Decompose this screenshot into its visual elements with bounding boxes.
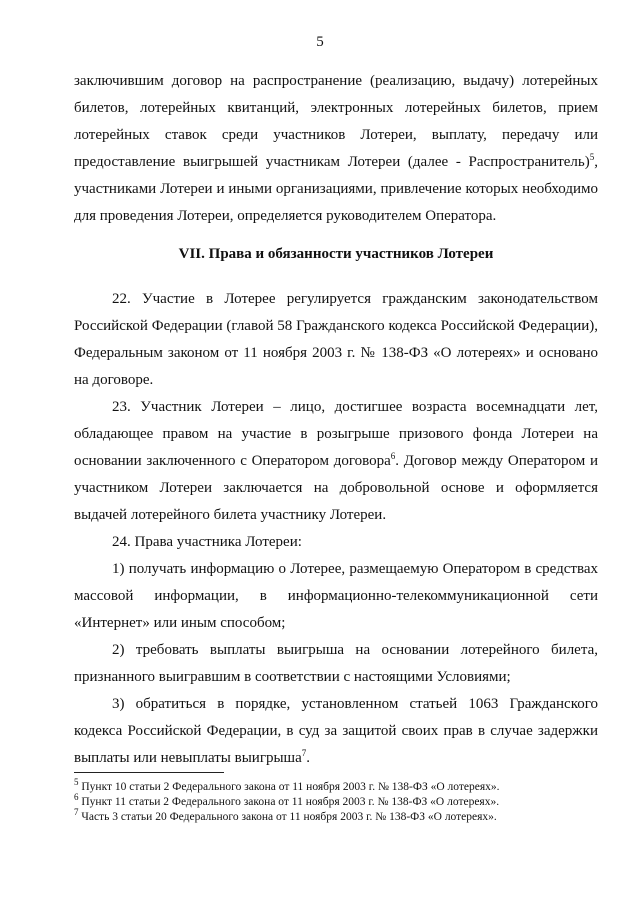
footnote-text: Часть 3 статьи 20 Федерального закона от 11 ноября 2003 г. № 138-ФЗ «О лотереях». xyxy=(78,811,497,823)
footnote-7 xyxy=(74,807,598,825)
paragraph-24: 24. Права участника Лотереи: xyxy=(112,534,302,550)
footnote-number: 6 xyxy=(74,792,79,803)
paragraph-23-text-b: . Договор между Оператором и участником Лотереи заключается на добровольной основе и оформляется выдачей лотерейного билета участнику Лотереи. xyxy=(74,453,598,523)
footnote-number: 7 xyxy=(74,807,79,818)
footnote-6 xyxy=(74,792,598,810)
footnote-number: 5 xyxy=(74,777,79,788)
footnote-text: Пункт 11 статьи 2 Федерального закона от 11 ноября 2003 г. № 138-ФЗ «О лотереях». xyxy=(78,796,500,808)
footnote-text: Пункт 10 статьи 2 Федерального закона от 11 ноября 2003 г. № 138-ФЗ «О лотереях». xyxy=(78,781,500,793)
paragraph-22: 22. Участие в Лотерее регулируется гражданским законодательством Российской Федерации (главой 58 Гражданского кодекса Российской Федерации), Федеральным законом от 11 ноября 2003 г. № 138-ФЗ «О лотереях» и основано на договоре. xyxy=(74,291,598,388)
footnote-ref-7[interactable]: 7 xyxy=(301,748,307,758)
section-heading: VII. Права и обязанности участников Лотереи xyxy=(178,246,494,262)
continuation-text: заключившим договор на распространение (реализацию, выдачу) лотерейных билетов, лотерейных квитанций, электронных лотерейных билетов, прием лотерейных ставок среди участников Лотереи, выплату, передачу или предоставление выигрышей участникам Лотереи (далее - Распространитель) xyxy=(74,73,598,170)
footnote-5 xyxy=(74,777,598,795)
page-number: 5 xyxy=(316,34,324,50)
list-item-1: 1) получать информацию о Лотерее, размещаемую Оператором в средствах массовой информации, в информационно-телекоммуникационной сети «Интернет» или иным способом; xyxy=(74,561,598,631)
list-item-2: 2) требовать выплаты выигрыша на основании лотерейного билета, признанного выигравшим в соответствии с настоящими Условиями; xyxy=(74,642,598,685)
list-item-3-text: 3) обратиться в порядке, установленном статьей 1063 Гражданского кодекса Российской Федерации, в суд за защитой своих прав в случае задержки выплаты или невыплаты выигрыша xyxy=(74,696,598,766)
continuation-block xyxy=(74,68,598,230)
paragraph-23 xyxy=(74,394,598,529)
paragraph-23-text-a: 23. Участник Лотереи – лицо, достигшее возраста восемнадцати лет, обладающее правом на участие в розыгрыше призового фонда Лотереи на основании заключенного с Оператором договора xyxy=(74,399,598,469)
continuation-tail: , участниками Лотереи и иными организациями, привлечение которых необходимо для проведения Лотереи, определяется руководителем Оператора. xyxy=(74,154,598,224)
footnote-divider xyxy=(74,772,224,773)
footnote-ref-6[interactable]: 6 xyxy=(390,451,396,461)
continuation-paragraph xyxy=(74,68,598,230)
section-body xyxy=(74,286,598,772)
footnote-ref-5[interactable]: 5 xyxy=(589,152,595,162)
footnotes xyxy=(74,777,598,825)
list-item-3 xyxy=(74,691,598,772)
list-item-3-end: . xyxy=(306,750,311,766)
